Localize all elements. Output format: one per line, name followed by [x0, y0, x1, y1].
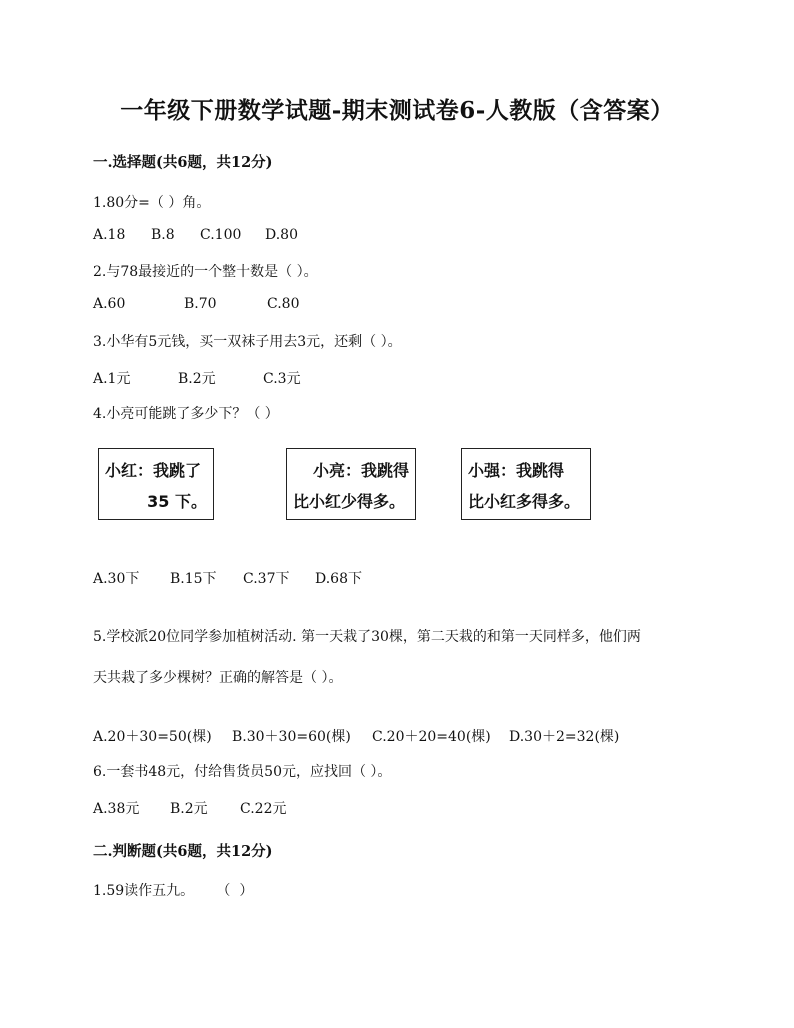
box-line-2: 35 下。: [147, 492, 207, 511]
question-3: 3.小华有5元钱，买一双袜子用去3元，还剩（ ）。: [93, 334, 402, 350]
question-5-line-2: 天共栽了多少棵树？正确的解答是（ ）。: [93, 670, 343, 686]
speech-box-xiaoliang: [286, 448, 416, 520]
option-c: C.80: [267, 296, 300, 312]
section-heading-judgement: 二.判断题(共6题，共12分): [93, 843, 273, 860]
speech-box-xiaohong: [98, 448, 214, 520]
option-a: A.60: [93, 296, 126, 312]
option-a: A.38元: [93, 801, 140, 817]
question-5-line-1: 5.学校派20位同学参加植树活动. 第一天栽了30棵，第二天栽的和第一天同样多，他们两: [93, 629, 641, 645]
box-line-2: 比小红少得多。: [293, 492, 406, 511]
option-d: D.80: [265, 227, 298, 243]
option-a: A.30下: [93, 571, 140, 587]
option-b: B.30＋30=60(棵): [232, 729, 351, 745]
question-2-options: [93, 296, 299, 312]
question-4: 4.小亮可能跳了多少下？（ ）: [93, 406, 279, 422]
option-a: A.18: [93, 227, 126, 243]
option-c: C.3元: [263, 371, 301, 387]
option-d: D.30＋2=32(棵): [509, 729, 620, 745]
option-b: B.8: [151, 227, 175, 243]
page-title: 一年级下册数学试题-期末测试卷6-人教版（含答案）: [120, 97, 674, 124]
box-line-2: 比小红多得多。: [468, 492, 581, 511]
question-3-options: [93, 368, 301, 388]
question-1-options: [93, 227, 298, 243]
question-6: 6.一套书48元，付给售货员50元，应找回（ ）。: [93, 764, 392, 780]
option-b: B.2元: [178, 371, 216, 387]
section-heading-choice: 一.选择题(共6题，共12分): [93, 154, 273, 171]
option-c: C.100: [200, 227, 242, 243]
question-4-options: [93, 568, 362, 588]
option-b: B.70: [184, 296, 217, 312]
option-b: B.2元: [170, 801, 208, 817]
speech-box-xiaoqiang: [461, 448, 591, 520]
question-2: 2.与78最接近的一个整十数是（ ）。: [93, 264, 318, 280]
question-6-options: [93, 798, 286, 818]
option-b: B.15下: [170, 571, 217, 587]
option-c: C.20＋20=40(棵): [372, 729, 491, 745]
box-line-1: 小红：我跳了: [105, 461, 202, 480]
judgement-1: 1.59读作五九。 （ ）: [93, 883, 254, 899]
question-1: 1.80分=（ ）角。: [93, 195, 211, 211]
option-c: C.22元: [240, 801, 287, 817]
box-line-1: 小强：我跳得: [468, 461, 565, 480]
option-a: A.1元: [93, 371, 131, 387]
question-5-options: [93, 726, 619, 746]
option-c: C.37下: [243, 571, 290, 587]
option-d: D.68下: [315, 571, 362, 587]
box-line-1: 小亮：我跳得: [312, 461, 409, 480]
option-a: A.20＋30=50(棵): [93, 729, 212, 745]
